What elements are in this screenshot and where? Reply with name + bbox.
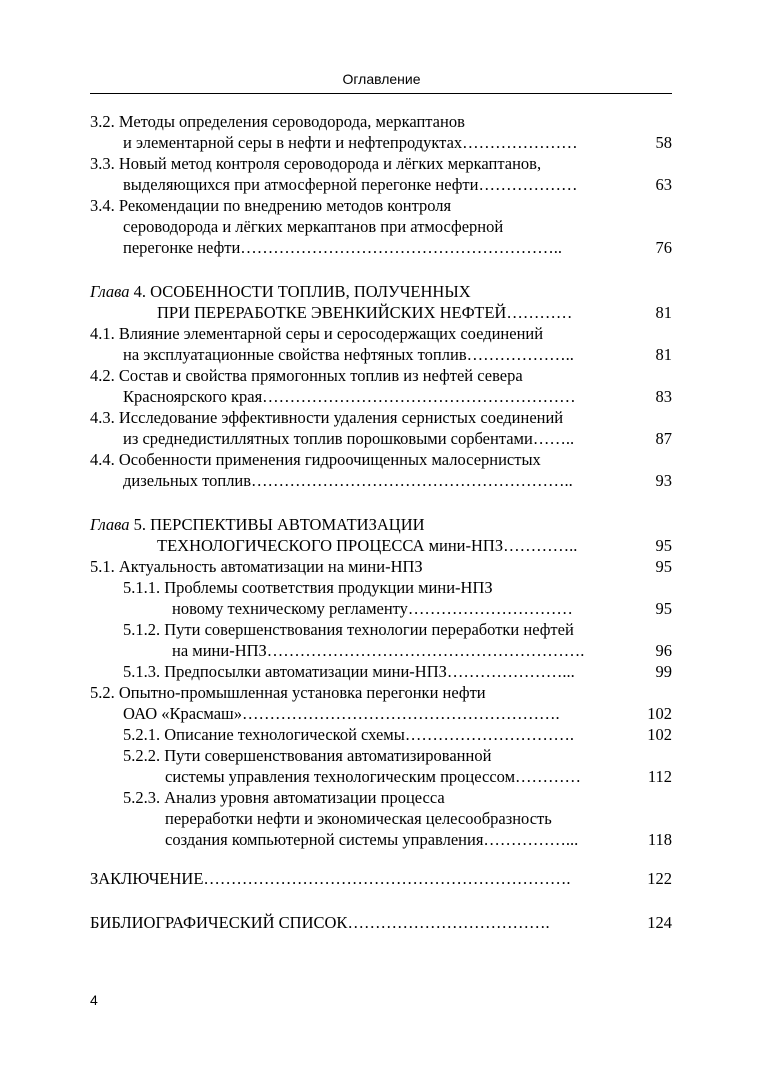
chapter-4-title: 4. ОСОБЕННОСТИ ТОПЛИВ, ПОЛУЧЕННЫХ xyxy=(129,282,471,301)
chapter-4-label: Глава xyxy=(90,282,130,301)
toc-4-4-page: 93 xyxy=(655,471,672,490)
toc-5-1-1-page: 95 xyxy=(655,599,672,618)
toc-3-2-line2: и элементарной серы в нефти и нефтепродуктах………………… xyxy=(123,133,578,152)
toc-bibliography-page: 124 xyxy=(647,913,672,932)
toc-5-1-line1: 5.1. Актуальность автоматизации на мини-НПЗ xyxy=(90,557,423,576)
toc-5-1-3-page: 99 xyxy=(655,662,672,681)
toc-5-1-3-line1: 5.1.3. Предпосылки автоматизации мини-НПЗ…………………... xyxy=(123,662,575,681)
toc-4-3-line2: из среднедистиллятных топлив порошковыми сорбентами…….. xyxy=(123,429,575,448)
toc-3-4-page: 76 xyxy=(655,238,672,257)
toc-5-2-2-page: 112 xyxy=(647,767,672,786)
toc-5-2-3-line2: переработки нефти и экономическая целесообразность xyxy=(165,809,552,828)
toc-5-1-2-line1: 5.1.2. Пути совершенствования технологии переработки нефтей xyxy=(123,620,574,639)
toc-4-2-page: 83 xyxy=(655,387,672,406)
toc-3-4-line1: 3.4. Рекомендации по внедрению методов контроля xyxy=(90,196,452,215)
toc-4-4-line2: дизельных топлив………………………………………………….. xyxy=(123,471,573,490)
toc-conclusion-page: 122 xyxy=(647,869,672,888)
toc-5-2-3-line3: создания компьютерной системы управления……………... xyxy=(165,830,579,849)
toc-3-3-page: 63 xyxy=(655,175,672,194)
toc-chapter-4-line1 xyxy=(90,281,471,302)
toc-4-3-line1: 4.3. Исследование эффективности удаления сернистых соединений xyxy=(90,408,564,427)
toc-5-2-2-line1: 5.2.2. Пути совершенствования автоматизированной xyxy=(123,746,492,765)
toc-chapter-5-line1 xyxy=(90,514,425,535)
toc-5-2-2-line2: системы управления технологическим процессом………… xyxy=(165,767,582,786)
toc-3-2-line1: 3.2. Методы определения сероводорода, меркаптанов xyxy=(90,112,465,131)
toc-4-2-line1: 4.2. Состав и свойства прямогонных топлив из нефтей севера xyxy=(90,366,523,385)
toc-4-4-line1: 4.4. Особенности применения гидроочищенных малосернистых xyxy=(90,450,541,469)
toc-4-2-line2: Красноярского края………………………………………………… xyxy=(123,387,576,406)
toc-chapter-4-page: 81 xyxy=(655,303,672,322)
toc-4-1-line2: на эксплуатационные свойства нефтяных топлив……………….. xyxy=(123,345,574,364)
toc-5-1-1-line2: новому техническому регламенту………………………… xyxy=(172,599,573,618)
page-number: 4 xyxy=(90,992,98,1008)
toc-5-1-1-line1: 5.1.1. Проблемы соответствия продукции мини-НПЗ xyxy=(123,578,493,597)
toc-5-2-1-line1: 5.2.1. Описание технологической схемы…………………………. xyxy=(123,725,574,744)
toc-chapter-5-page: 95 xyxy=(655,536,672,555)
toc-3-4-line3: перегонке нефти………………………………………………….. xyxy=(123,238,563,257)
toc-5-2-page: 102 xyxy=(647,704,672,723)
toc-5-2-3-line1: 5.2.3. Анализ уровня автоматизации процесса xyxy=(123,788,445,807)
toc-bibliography: БИБЛИОГРАФИЧЕСКИЙ СПИСОК………………………………. xyxy=(90,913,550,932)
toc-chapter-4-line2: ПРИ ПЕРЕРАБОТКЕ ЭВЕНКИЙСКИХ НЕФТЕЙ………… xyxy=(157,303,573,322)
toc-4-3-page: 87 xyxy=(655,429,672,448)
toc-5-2-line2: ОАО «Красмаш»…………………………………………………. xyxy=(123,704,560,723)
toc-3-4-line2: сероводорода и лёгких меркаптанов при атмосферной xyxy=(123,217,504,236)
toc-5-1-2-line2: на мини-НПЗ…………………………………………………. xyxy=(172,641,585,660)
running-header: Оглавление xyxy=(342,71,421,87)
toc-5-1-2-page: 96 xyxy=(655,641,672,660)
toc-5-2-3-page: 118 xyxy=(647,830,672,849)
header-rule xyxy=(90,93,672,94)
toc-5-2-1-page: 102 xyxy=(647,725,672,744)
toc-4-1-line1: 4.1. Влияние элементарной серы и серосодержащих соединений xyxy=(90,324,544,343)
toc-3-2-page: 58 xyxy=(655,133,672,152)
toc-3-3-line1: 3.3. Новый метод контроля сероводорода и лёгких меркаптанов, xyxy=(90,154,542,173)
toc-3-3-line2: выделяющихся при атмосферной перегонке нефти……………… xyxy=(123,175,578,194)
toc-5-1-page: 95 xyxy=(655,557,672,576)
toc-4-1-page: 81 xyxy=(655,345,672,364)
toc-conclusion: ЗАКЛЮЧЕНИЕ…………………………………………………………. xyxy=(90,869,571,888)
toc-5-2-line1: 5.2. Опытно-промышленная установка перегонки нефти xyxy=(90,683,486,702)
toc-chapter-5-line2: ТЕХНОЛОГИЧЕСКОГО ПРОЦЕССА мини-НПЗ………….. xyxy=(157,536,578,555)
chapter-5-title: 5. ПЕРСПЕКТИВЫ АВТОМАТИЗАЦИИ xyxy=(129,515,425,534)
chapter-5-label: Глава xyxy=(90,515,130,534)
